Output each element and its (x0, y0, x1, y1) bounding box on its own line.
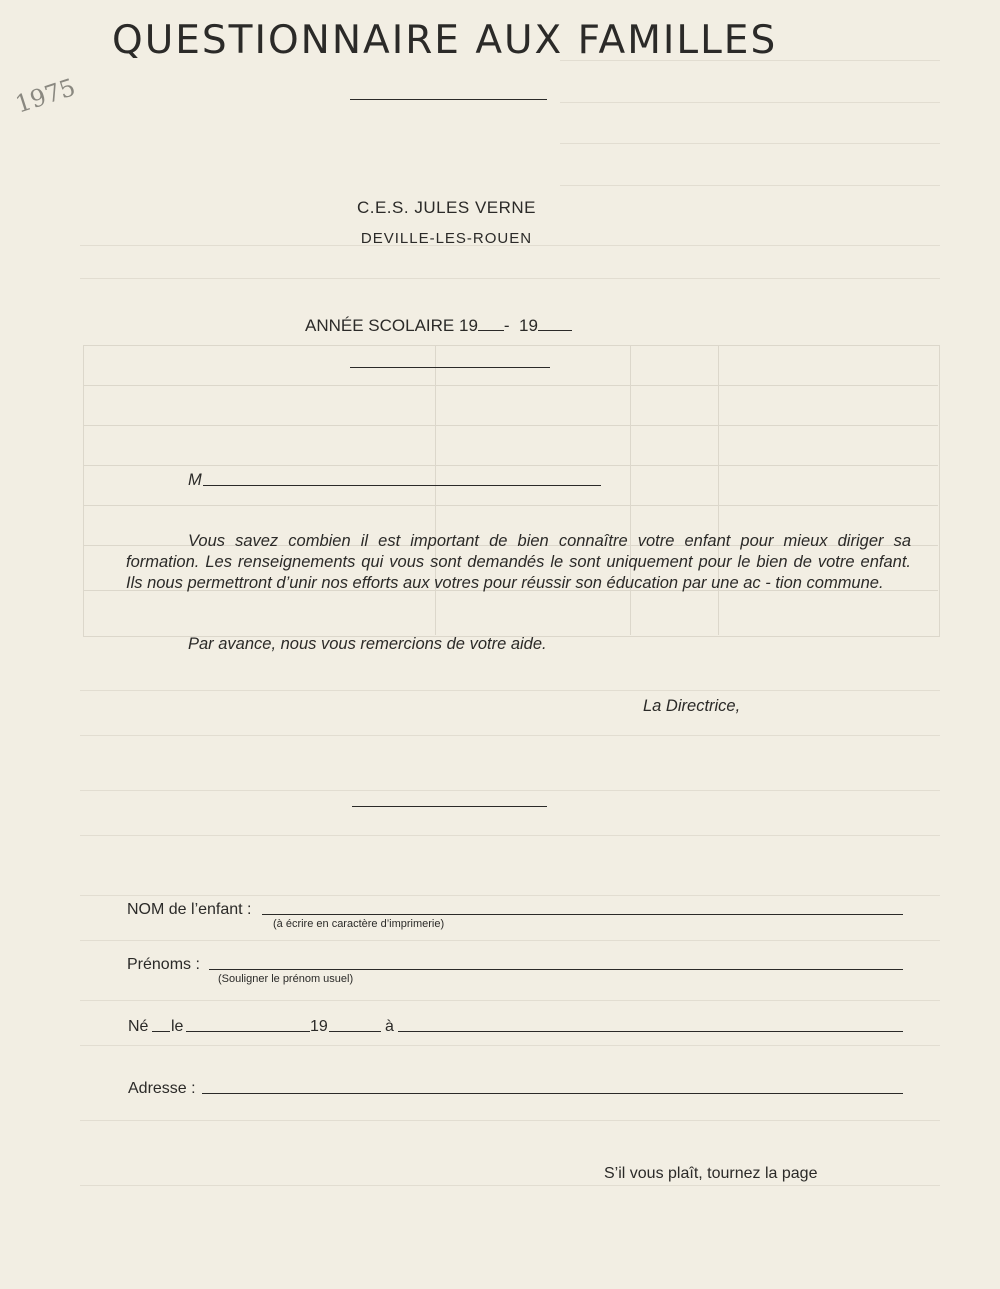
school-year-dash: - (503, 316, 510, 335)
birth-year-line[interactable] (329, 1031, 381, 1032)
first-names-line[interactable] (209, 969, 903, 970)
first-names-note: (Souligner le prénom usuel) (218, 973, 354, 985)
school-year-start-blank[interactable] (478, 316, 504, 331)
birth-date-line[interactable] (186, 1031, 310, 1032)
letter-body: Vous savez combien il est important de bien connaître votre enfant pour mieux diriger sa formation. Les renseignements qui vous sont demandés le sont uniquement pour le bien de votre enfant. Ils nous permettront d’unir nos efforts aux votres pour réussir son éducation par une ac - tion commune. (126, 532, 911, 592)
school-city: DEVILLE-LES-ROUEN (360, 230, 533, 247)
address-label: Adresse : (128, 1080, 196, 1097)
birth-label: Né (128, 1018, 149, 1035)
title-divider (350, 99, 547, 100)
birth-place-line[interactable] (398, 1031, 903, 1032)
birth-date-label: le (171, 1018, 184, 1035)
year-divider (350, 367, 550, 368)
school-year (305, 316, 572, 336)
first-names-label: Prénoms : (127, 956, 200, 973)
school-year-end-blank[interactable] (538, 316, 572, 331)
page-title: QUESTIONNAIRE AUX FAMILLES (112, 18, 778, 63)
salutation-name-line[interactable] (203, 485, 601, 486)
signature: La Directrice, (643, 697, 741, 715)
school-year-label: ANNÉE SCOLAIRE 19 (305, 316, 478, 335)
letter-divider (352, 806, 547, 807)
address-line[interactable] (202, 1093, 903, 1094)
birth-place-label: à (385, 1018, 394, 1035)
school-year-century: 19 (519, 316, 538, 335)
child-name-note: (à écrire en caractère d’imprimerie) (273, 918, 445, 930)
birth-gender-blank[interactable] (152, 1031, 170, 1032)
school-name: C.E.S. JULES VERNE (356, 198, 537, 217)
salutation: M (188, 471, 202, 489)
child-name-line[interactable] (262, 914, 903, 915)
handwritten-annotation: 1975 (12, 73, 79, 119)
birth-year-prefix: 19 (310, 1018, 328, 1035)
letter-thanks: Par avance, nous vous remercions de votre aide. (188, 635, 547, 653)
child-name-label: NOM de l’enfant : (127, 901, 252, 918)
turn-page-note: S’il vous plaît, tournez la page (604, 1165, 818, 1182)
